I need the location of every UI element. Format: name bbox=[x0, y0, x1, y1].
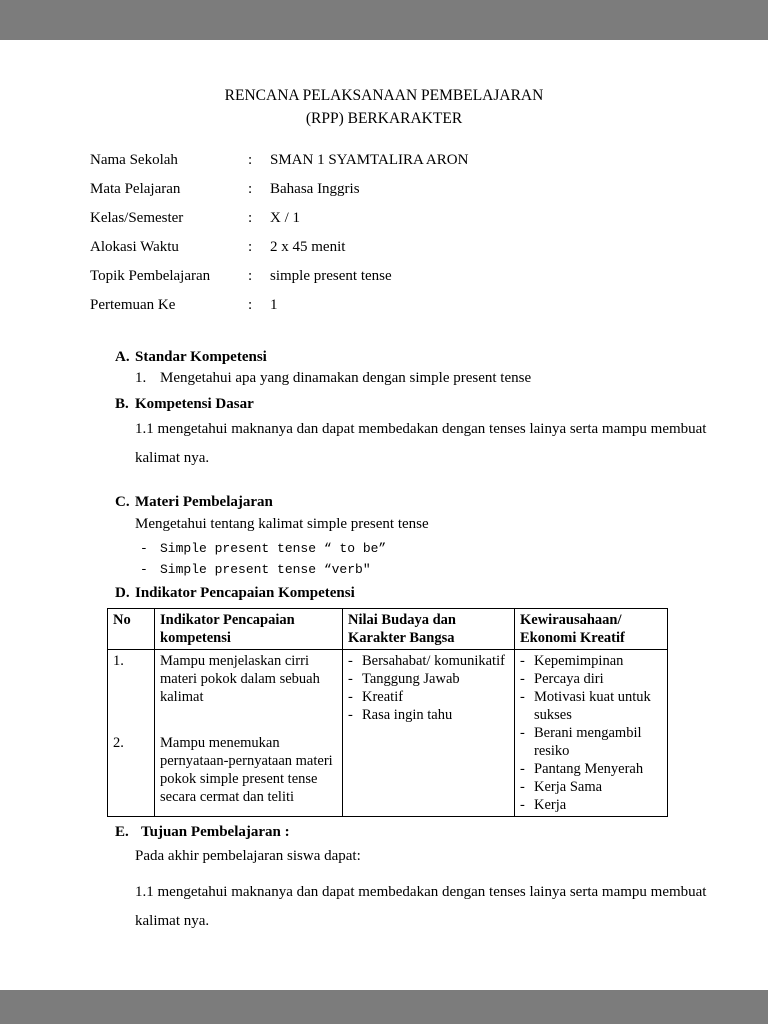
section-b-body-line1: 1.1 mengetahui maknanya dan dapat membedakan dengan tenses lainya serta mampu membuat bbox=[135, 421, 707, 437]
bullet-text: Simple present tense “ to be” bbox=[160, 541, 387, 556]
section-a-item-number: 1. bbox=[135, 370, 147, 386]
row-number-2: 2. bbox=[113, 735, 124, 751]
section-e-body bbox=[135, 878, 707, 936]
section-e-body-line1: 1.1 mengetahui maknanya dan dapat membedakan dengan tenses lainya serta mampu membuat bbox=[135, 884, 707, 900]
dash: - bbox=[348, 689, 353, 705]
section-e-intro: Pada akhir pembelajaran siswa dapat: bbox=[135, 848, 361, 864]
bullet-dash: - bbox=[140, 562, 148, 577]
kewirausahaan-item: - Berani mengambil resiko bbox=[520, 725, 642, 759]
section-d-heading bbox=[115, 584, 768, 602]
section-b-title: Kompetensi Dasar bbox=[135, 396, 254, 412]
field-label: Kelas/Semester bbox=[90, 210, 184, 226]
field-value: X / 1 bbox=[270, 210, 300, 226]
cell-kewirausahaan bbox=[515, 650, 668, 817]
dash: - bbox=[520, 689, 525, 705]
section-b-heading bbox=[115, 395, 768, 413]
field-separator: : bbox=[248, 210, 253, 226]
section-b-body bbox=[135, 415, 707, 473]
table-header-nilai: Nilai Budaya dan Karakter Bangsa bbox=[343, 609, 515, 650]
field-separator: : bbox=[248, 152, 253, 168]
table-header-indikator: Indikator Pencapaian kompetensi bbox=[155, 609, 343, 650]
table-header-no: No bbox=[108, 609, 155, 650]
bullet-to-be bbox=[140, 538, 768, 559]
cell-indikator bbox=[155, 650, 343, 817]
kewirausahaan-item: - Percaya diri bbox=[520, 671, 604, 687]
field-label: Mata Pelajaran bbox=[90, 181, 181, 197]
section-b-letter: B. bbox=[115, 396, 129, 412]
kewirausahaan-item: - Motivasi kuat untuk sukses bbox=[520, 689, 651, 723]
document-page bbox=[0, 40, 768, 990]
field-value: 2 x 45 menit bbox=[270, 239, 346, 255]
dash: - bbox=[520, 653, 525, 669]
section-a-item-text: Mengetahui apa yang dinamakan dengan simple present tense bbox=[160, 370, 532, 386]
field-nama-sekolah bbox=[90, 146, 768, 175]
table-header-kewirausahaan: Kewirausahaan/ Ekonomi Kreatif bbox=[515, 609, 668, 650]
section-c-intro: Mengetahui tentang kalimat simple present tense bbox=[135, 516, 429, 532]
section-c-title: Materi Pembelajaran bbox=[135, 494, 273, 510]
nilai-item: - Bersahabat/ komunikatif bbox=[348, 653, 505, 669]
field-separator: : bbox=[248, 268, 253, 284]
kewirausahaan-item: - Pantang Menyerah bbox=[520, 761, 644, 777]
kewirausahaan-item: - Kerja Sama bbox=[520, 779, 603, 795]
section-e-title: Tujuan Pembelajaran : bbox=[141, 824, 290, 840]
field-separator: : bbox=[248, 181, 253, 197]
section-a-title: Standar Kompetensi bbox=[135, 349, 267, 365]
table-header-row bbox=[108, 609, 668, 650]
section-c-bullets bbox=[140, 538, 768, 580]
dash: - bbox=[348, 671, 353, 687]
section-e-body-line2: kalimat nya. bbox=[135, 913, 210, 929]
field-label: Alokasi Waktu bbox=[90, 239, 179, 255]
bullet-verb bbox=[140, 559, 768, 580]
section-a-heading bbox=[115, 348, 768, 366]
field-alokasi-waktu bbox=[90, 233, 768, 262]
field-value: SMAN 1 SYAMTALIRA ARON bbox=[270, 152, 469, 168]
indikator-table bbox=[107, 608, 668, 817]
field-value: simple present tense bbox=[270, 268, 392, 284]
row-number-1: 1. bbox=[113, 653, 124, 669]
nilai-item: - Tanggung Jawab bbox=[348, 671, 460, 687]
dash: - bbox=[348, 653, 353, 669]
section-a-letter: A. bbox=[115, 349, 130, 365]
field-separator: : bbox=[248, 297, 253, 313]
section-e-heading bbox=[115, 823, 768, 841]
bullet-text: Simple present tense “verb" bbox=[160, 562, 371, 577]
metadata-fields bbox=[90, 146, 768, 320]
dash: - bbox=[520, 797, 525, 813]
nilai-item: - Rasa ingin tahu bbox=[348, 707, 453, 723]
field-label: Topik Pembelajaran bbox=[90, 268, 211, 284]
dash: - bbox=[520, 779, 525, 795]
section-d-letter: D. bbox=[115, 585, 130, 601]
cell-nilai-budaya bbox=[343, 650, 515, 817]
section-d-title: Indikator Pencapaian Kompetensi bbox=[135, 585, 355, 601]
field-topik-pembelajaran bbox=[90, 262, 768, 291]
field-separator: : bbox=[248, 239, 253, 255]
dash: - bbox=[520, 725, 525, 741]
dash: - bbox=[520, 761, 525, 777]
kewirausahaan-item: - Kerja bbox=[520, 797, 567, 813]
table-body-row bbox=[108, 650, 668, 817]
section-e-letter: E. bbox=[115, 824, 129, 840]
field-kelas-semester bbox=[90, 204, 768, 233]
dash: - bbox=[348, 707, 353, 723]
nilai-item: - Kreatif bbox=[348, 689, 404, 705]
dash: - bbox=[520, 671, 525, 687]
section-c-letter: C. bbox=[115, 494, 130, 510]
section-a-item bbox=[135, 369, 768, 387]
field-pertemuan-ke bbox=[90, 291, 768, 320]
field-label: Pertemuan Ke bbox=[90, 297, 176, 313]
indikator-item-2: Mampu menemukan pernyataan-pernyataan materi pokok simple present tense secara cermat dan teliti bbox=[160, 735, 333, 805]
cell-numbers bbox=[108, 650, 155, 817]
kewirausahaan-item: - Kepemimpinan bbox=[520, 653, 624, 669]
field-value: 1 bbox=[270, 297, 278, 313]
indikator-item-1: Mampu menjelaskan cirri materi pokok dalam sebuah kalimat bbox=[160, 653, 320, 705]
bullet-dash: - bbox=[140, 541, 148, 556]
document-title bbox=[0, 84, 768, 130]
field-label: Nama Sekolah bbox=[90, 152, 178, 168]
section-c-heading bbox=[115, 493, 768, 511]
document-title-line2: (RPP) BERKARAKTER bbox=[305, 110, 463, 127]
section-b-body-line2: kalimat nya. bbox=[135, 450, 210, 466]
field-mata-pelajaran bbox=[90, 175, 768, 204]
field-value: Bahasa Inggris bbox=[270, 181, 360, 197]
document-title-line1: RENCANA PELAKSANAAN PEMBELAJARAN bbox=[224, 87, 544, 104]
